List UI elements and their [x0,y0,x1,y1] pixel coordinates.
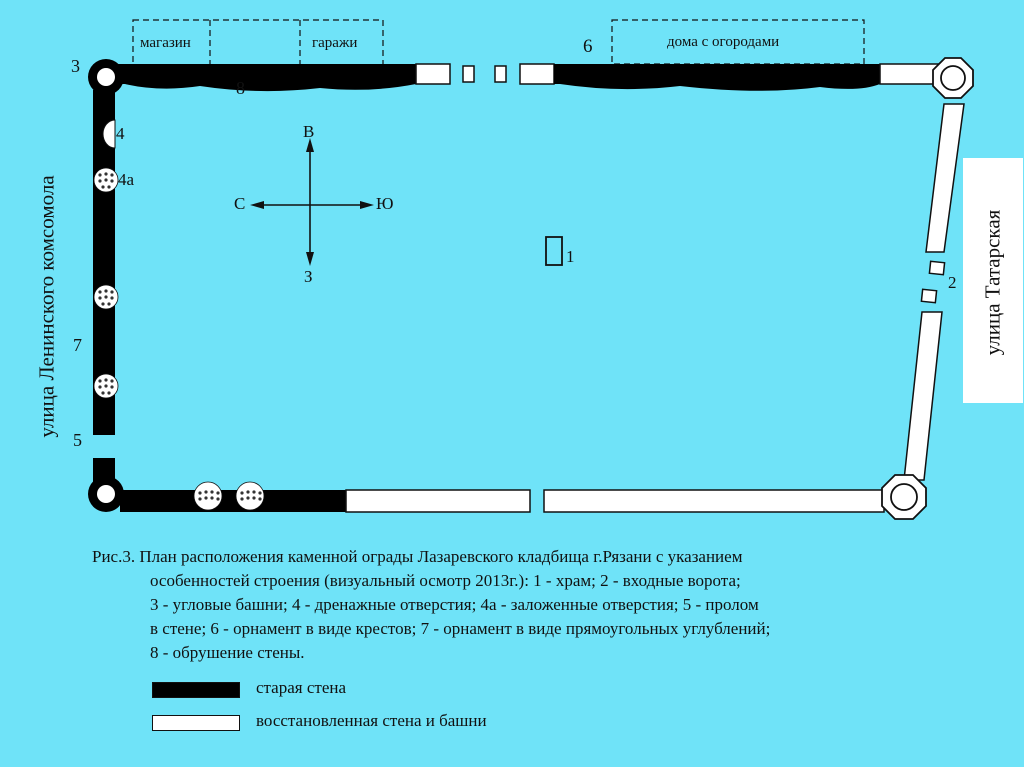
label-5: 5 [73,430,82,450]
label-4: 4 [116,124,125,143]
right-restored-wall-lower [904,312,942,480]
label-8: 8 [236,78,245,98]
top-restored-wall-3 [880,64,940,84]
corner-tower-top-left [88,59,124,95]
label-1: 1 [566,247,575,266]
caption-line-4: в стене; 6 - орнамент в виде крестов; 7 - орнамент в виде прямоугольных углублений; [150,619,771,638]
compass-south: З [304,267,313,286]
corner-tower-top-right [933,58,973,98]
street-right: улица Татарская [980,209,1005,356]
compass-east: Ю [376,194,394,213]
legend-restored-text: восстановленная стена и башни [256,711,487,730]
right-restored-wall-upper [926,104,964,252]
label-6: 6 [583,36,593,57]
compass-west: С [234,194,246,213]
bottom-restored-wall-1 [346,490,530,512]
label-garages: гаражи [312,35,358,51]
corner-tower-bottom-left [88,476,124,512]
label-3: 3 [71,56,80,76]
top-restored-wall-1 [416,64,450,84]
church-icon [546,237,562,265]
legend-old-text: старая стена [256,678,347,697]
bottom-restored-wall-2 [544,490,884,512]
caption-line-5: 8 - обрушение стены. [150,643,305,662]
compass-icon [250,138,374,266]
wall-collapse [125,84,416,91]
label-2: 2 [948,273,957,292]
top-restored-wall-2 [520,64,554,84]
street-left: улица Ленинского комсомола [34,175,59,438]
label-7: 7 [73,335,82,355]
bottom-old-wall [120,490,346,512]
caption-line-2: особенностей строения (визуальный осмотр 2013г.): 1 - храм; 2 - входные ворота; [150,571,741,590]
legend-restored-swatch [152,715,240,731]
caption-line-3: 3 - угловые башни; 4 - дренажные отверстия; 4а - заложенные отверстия; 5 - пролом [150,595,759,614]
label-houses: дома с огородами [667,34,780,50]
corner-tower-bottom-right [882,475,926,519]
label-shop: магазин [140,35,191,51]
caption-line-1: Рис.3. План расположения каменной ограды Лазаревского кладбища г.Рязани с указанием [92,547,743,566]
top-old-wall-left [118,64,416,84]
label-4a: 4а [118,170,135,189]
figure-caption [92,545,972,665]
top-old-wall-right [554,64,880,84]
compass-north: В [303,122,315,141]
legend-old-swatch [152,682,240,698]
